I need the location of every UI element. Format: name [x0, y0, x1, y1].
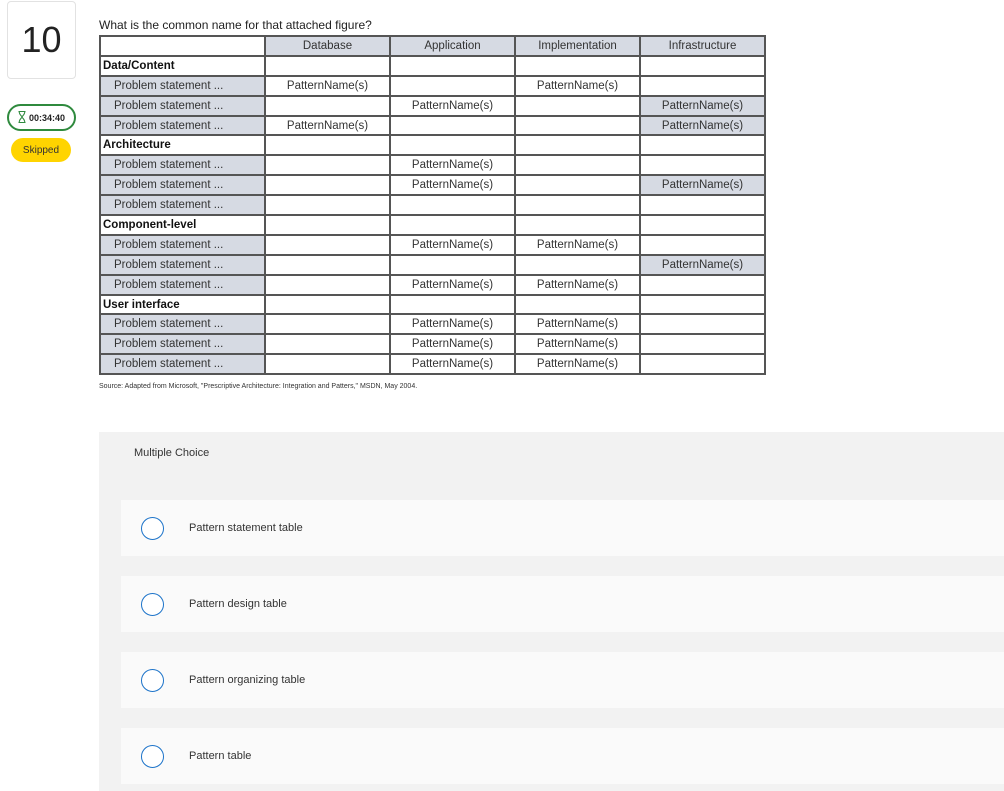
table-cell — [515, 116, 640, 136]
table-header-row — [100, 36, 765, 56]
row-label: Problem statement ... — [100, 255, 265, 275]
question-text: What is the common name for that attached figure? — [99, 18, 372, 32]
column-header: Infrastructure — [640, 36, 765, 56]
table-cell: PatternName(s) — [390, 96, 515, 116]
table-cell — [265, 175, 390, 195]
answer-option-label: Pattern statement table — [189, 522, 303, 534]
answer-option[interactable] — [121, 500, 1004, 556]
table-cell: PatternName(s) — [640, 175, 765, 195]
table-row — [100, 155, 765, 175]
answer-option-label: Pattern design table — [189, 598, 287, 610]
section-row — [100, 215, 765, 235]
figure-source: Source: Adapted from Microsoft, "Prescriptive Architecture: Integration and Patters," MSDN, May 2004. — [99, 383, 418, 391]
table-cell — [640, 354, 765, 374]
table-row — [100, 235, 765, 255]
pattern-table — [99, 35, 766, 375]
section-title: Architecture — [100, 135, 265, 155]
hourglass-icon — [18, 111, 26, 125]
table-cell — [640, 155, 765, 175]
table-row — [100, 255, 765, 275]
row-label: Problem statement ... — [100, 195, 265, 215]
radio-button[interactable] — [141, 517, 164, 540]
table-cell: PatternName(s) — [390, 354, 515, 374]
row-label: Problem statement ... — [100, 175, 265, 195]
row-label: Problem statement ... — [100, 334, 265, 354]
table-row — [100, 76, 765, 96]
answer-option-label: Pattern table — [189, 750, 252, 762]
table-cell — [265, 354, 390, 374]
table-cell — [390, 135, 515, 155]
answer-option[interactable] — [121, 728, 1004, 784]
table-cell: PatternName(s) — [515, 275, 640, 295]
table-cell — [265, 334, 390, 354]
timer-badge — [7, 104, 76, 131]
table-cell: PatternName(s) — [390, 275, 515, 295]
table-cell — [515, 295, 640, 315]
table-row — [100, 334, 765, 354]
row-label: Problem statement ... — [100, 76, 265, 96]
table-cell — [640, 215, 765, 235]
table-cell — [515, 255, 640, 275]
radio-button[interactable] — [141, 669, 164, 692]
row-label: Problem statement ... — [100, 275, 265, 295]
table-cell: PatternName(s) — [265, 76, 390, 96]
table-cell — [265, 275, 390, 295]
table-cell — [515, 155, 640, 175]
section-row — [100, 295, 765, 315]
table-cell: PatternName(s) — [265, 116, 390, 136]
answer-option[interactable] — [121, 652, 1004, 708]
table-cell — [265, 235, 390, 255]
section-row — [100, 135, 765, 155]
table-row — [100, 195, 765, 215]
section-title: Data/Content — [100, 56, 265, 76]
table-cell — [265, 195, 390, 215]
table-cell — [515, 135, 640, 155]
table-corner-cell — [100, 36, 265, 56]
table-cell: PatternName(s) — [390, 155, 515, 175]
table-cell — [640, 235, 765, 255]
table-cell: PatternName(s) — [640, 96, 765, 116]
answer-option[interactable] — [121, 576, 1004, 632]
table-cell — [640, 314, 765, 334]
radio-button[interactable] — [141, 593, 164, 616]
table-cell — [265, 56, 390, 76]
section-row — [100, 56, 765, 76]
table-cell — [515, 96, 640, 116]
table-cell — [265, 295, 390, 315]
row-label: Problem statement ... — [100, 116, 265, 136]
table-row — [100, 275, 765, 295]
table-row — [100, 116, 765, 136]
multiple-choice-header: Multiple Choice — [134, 447, 210, 459]
table-cell — [265, 255, 390, 275]
table-cell: PatternName(s) — [390, 334, 515, 354]
table-cell — [390, 116, 515, 136]
row-label: Problem statement ... — [100, 235, 265, 255]
table-cell: PatternName(s) — [390, 314, 515, 334]
table-cell — [390, 76, 515, 96]
table-cell — [640, 275, 765, 295]
table-cell — [640, 334, 765, 354]
table-cell: PatternName(s) — [640, 116, 765, 136]
table-cell: PatternName(s) — [390, 235, 515, 255]
column-header: Implementation — [515, 36, 640, 56]
table-cell: PatternName(s) — [515, 334, 640, 354]
row-label: Problem statement ... — [100, 155, 265, 175]
table-cell — [515, 195, 640, 215]
table-row — [100, 175, 765, 195]
table-row — [100, 314, 765, 334]
table-cell — [390, 295, 515, 315]
row-label: Problem statement ... — [100, 314, 265, 334]
row-label: Problem statement ... — [100, 354, 265, 374]
table-row — [100, 96, 765, 116]
table-cell — [640, 76, 765, 96]
row-label: Problem statement ... — [100, 96, 265, 116]
table-cell — [265, 155, 390, 175]
timer-text: 00:34:40 — [28, 112, 66, 123]
table-cell — [640, 56, 765, 76]
table-cell — [265, 314, 390, 334]
table-cell — [515, 56, 640, 76]
question-number: 10 — [7, 1, 76, 79]
table-cell — [390, 195, 515, 215]
table-cell — [390, 255, 515, 275]
table-cell: PatternName(s) — [515, 76, 640, 96]
multiple-choice-panel — [99, 432, 1004, 791]
section-title: Component-level — [100, 215, 265, 235]
table-cell — [515, 175, 640, 195]
skipped-badge: Skipped — [11, 138, 71, 162]
table-cell: PatternName(s) — [640, 255, 765, 275]
table-cell — [265, 96, 390, 116]
table-cell: PatternName(s) — [515, 354, 640, 374]
table-cell — [265, 135, 390, 155]
column-header: Application — [390, 36, 515, 56]
table-cell: PatternName(s) — [515, 235, 640, 255]
pattern-table-figure — [99, 35, 766, 390]
table-cell — [265, 215, 390, 235]
table-cell — [640, 135, 765, 155]
table-row — [100, 354, 765, 374]
table-cell — [640, 295, 765, 315]
table-cell: PatternName(s) — [390, 175, 515, 195]
section-title: User interface — [100, 295, 265, 315]
column-header: Database — [265, 36, 390, 56]
table-cell — [640, 195, 765, 215]
radio-button[interactable] — [141, 745, 164, 768]
table-cell: PatternName(s) — [515, 314, 640, 334]
table-cell — [390, 56, 515, 76]
answer-option-label: Pattern organizing table — [189, 674, 306, 686]
table-cell — [390, 215, 515, 235]
table-cell — [515, 215, 640, 235]
